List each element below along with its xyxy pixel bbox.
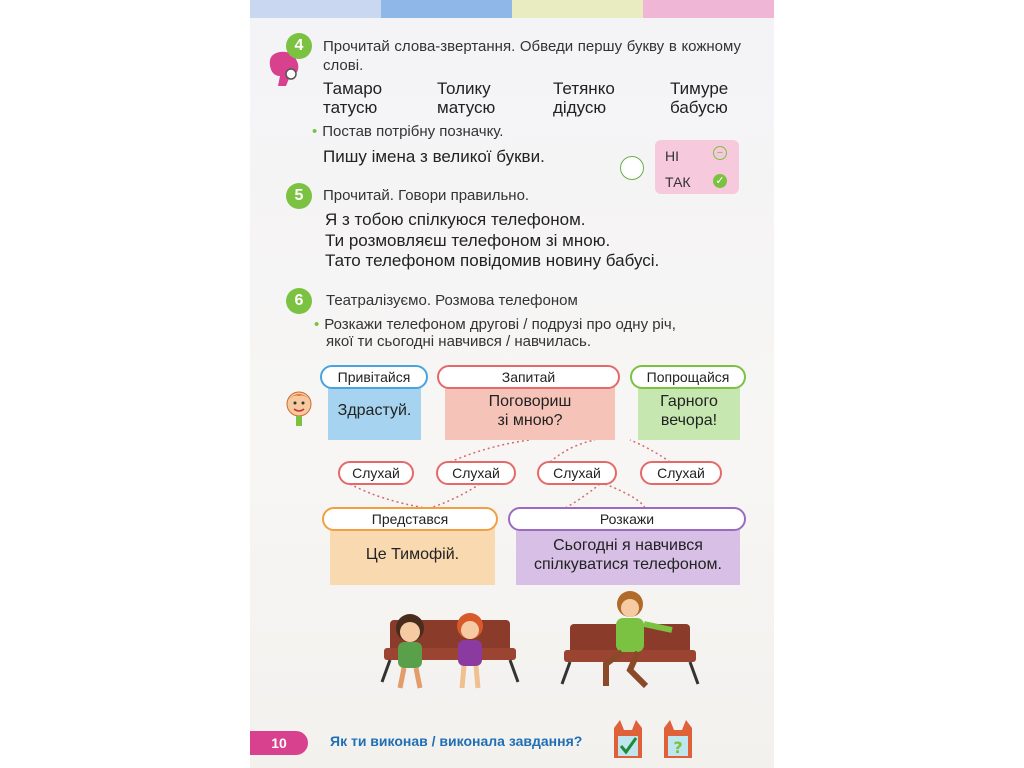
no-label: НІ — [665, 148, 679, 164]
task-4-statement: Пишу імена з великої букви. — [323, 147, 545, 166]
boy-face-icon — [284, 388, 314, 428]
greet-label: Привітайся — [320, 365, 428, 389]
tell-label: Розкажи — [508, 507, 746, 531]
bye-text-line2: вечора! — [660, 412, 718, 429]
bye-card — [638, 382, 740, 440]
task-6-instruction: Театралізуємо. Розмова телефоном — [326, 292, 578, 309]
word[interactable]: Тамаро — [323, 79, 383, 98]
tell-text-line1: Сьогодні я навчився — [553, 536, 703, 554]
task-6-bullet: • Розкажи телефоном другові / подрузі про одну річ, — [314, 316, 676, 333]
task-5-line: Я з тобою спілкуюся телефоном. — [325, 210, 586, 229]
word[interactable]: бабусю — [670, 98, 728, 117]
listen-pill: Слухай — [436, 461, 516, 485]
word[interactable]: Тимуре — [670, 79, 729, 98]
task-5-line: Тато телефоном повідомив новину бабусі. — [325, 251, 660, 270]
ask-text-line2: зі мною? — [497, 412, 563, 429]
listen-pill: Слухай — [640, 461, 722, 485]
word[interactable]: матусю — [437, 98, 496, 117]
task-4-bullet: • Постав потрібну позначку. — [312, 123, 503, 140]
tell-card — [516, 525, 740, 585]
task-6-number: 6 — [286, 288, 312, 314]
yes-label: ТАК — [665, 174, 691, 190]
word[interactable]: дідусю — [553, 98, 607, 117]
greet-text: Здрастуй. — [337, 402, 412, 420]
word[interactable]: Толику — [437, 79, 491, 98]
bye-text-line1: Гарного — [660, 392, 718, 410]
cat-question-icon — [660, 718, 696, 762]
ask-label: Запитай — [437, 365, 620, 389]
minus-icon: − — [713, 146, 727, 160]
tell-text-line2: спілкуватися телефоном. — [534, 556, 722, 573]
greet-card — [328, 382, 421, 440]
task-6-bullet-cont: якої ти сьогодні навчився / навчилась. — [326, 333, 592, 350]
svg-text:?: ? — [673, 738, 683, 757]
bye-label: Попрощайся — [630, 365, 746, 389]
self-check-question: Як ти виконав / виконала завдання? — [330, 733, 583, 749]
ask-card — [445, 382, 615, 440]
task-5-number: 5 — [286, 183, 312, 209]
word[interactable]: Тетянко — [553, 79, 615, 98]
ask-text-line1: Поговориш — [488, 392, 572, 410]
task-5-instruction: Прочитай. Говори правильно. — [323, 187, 530, 204]
task-4-instruction: Прочитай слова-звертання. Обведи першу букву в кожному слові. — [323, 38, 741, 74]
intro-card — [330, 525, 495, 585]
word[interactable]: татусю — [323, 98, 378, 117]
task-4-number: 4 — [286, 33, 312, 59]
task-5-line: Ти розмовляєш телефоном зі мною. — [325, 231, 611, 250]
intro-text: Це Тимофій. — [365, 546, 460, 564]
cat-check-icon — [610, 718, 646, 762]
listen-pill: Слухай — [338, 461, 414, 485]
children-on-benches-illustration — [370, 590, 710, 700]
listen-pill: Слухай — [537, 461, 617, 485]
intro-label: Представся — [322, 507, 498, 531]
textbook-page — [250, 0, 774, 768]
page-number: 10 — [250, 731, 308, 755]
check-icon: ✓ — [713, 174, 727, 188]
